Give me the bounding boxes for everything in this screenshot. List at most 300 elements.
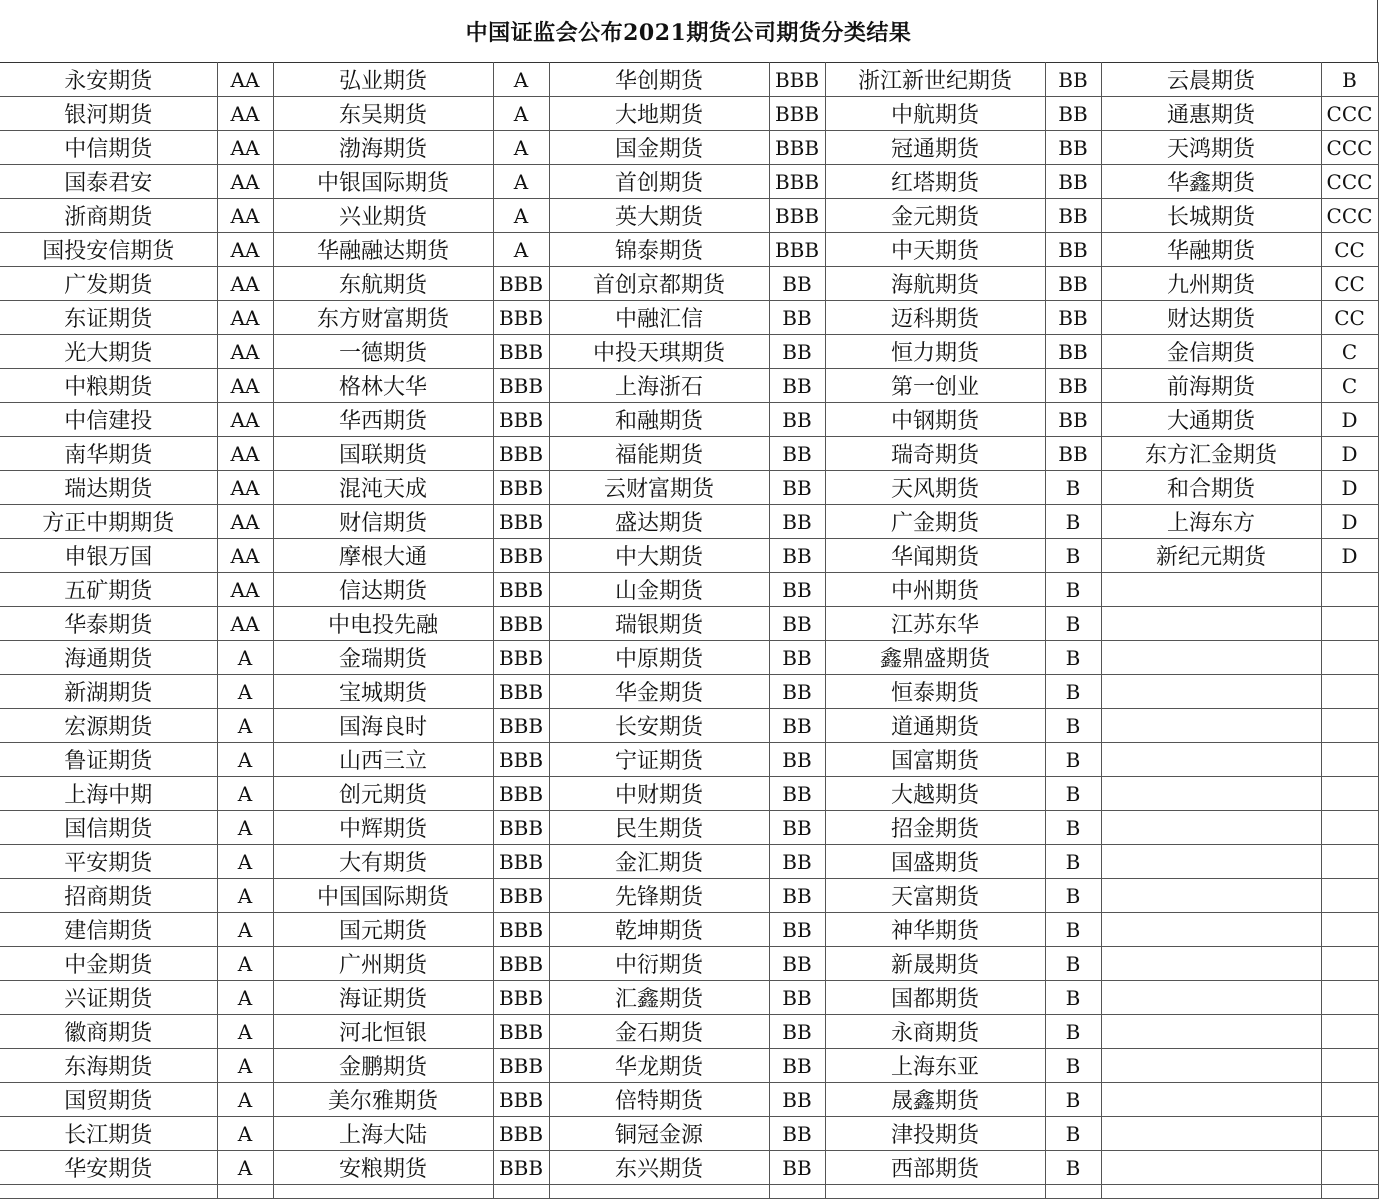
grade-cell[interactable]: BB bbox=[1045, 369, 1101, 403]
grade-cell[interactable]: BB bbox=[1045, 165, 1101, 199]
company-name-cell[interactable]: 先锋期货 bbox=[549, 879, 769, 913]
company-name-cell[interactable]: 海通期货 bbox=[0, 641, 217, 675]
grade-cell[interactable]: A bbox=[217, 777, 273, 811]
grade-cell[interactable] bbox=[1321, 1151, 1378, 1185]
grade-cell[interactable] bbox=[1321, 1083, 1378, 1117]
company-name-cell[interactable]: 华西期货 bbox=[273, 403, 493, 437]
company-name-cell[interactable]: 中财期货 bbox=[549, 777, 769, 811]
company-name-cell[interactable]: 盛达期货 bbox=[549, 505, 769, 539]
company-name-cell[interactable]: 鲁证期货 bbox=[0, 743, 217, 777]
company-name-cell[interactable] bbox=[1101, 675, 1321, 709]
company-name-cell[interactable]: 瑞银期货 bbox=[549, 607, 769, 641]
grade-cell[interactable]: A bbox=[493, 97, 549, 131]
company-name-cell[interactable]: 上海东方 bbox=[1101, 505, 1321, 539]
grade-cell[interactable]: B bbox=[1045, 505, 1101, 539]
company-name-cell[interactable]: 中粮期货 bbox=[0, 369, 217, 403]
company-name-cell[interactable] bbox=[1101, 607, 1321, 641]
company-name-cell[interactable]: 永安期货 bbox=[0, 63, 217, 97]
grade-cell[interactable]: BB bbox=[1045, 267, 1101, 301]
grade-cell[interactable]: BBB bbox=[769, 199, 825, 233]
grade-cell[interactable]: BBB bbox=[493, 437, 549, 471]
grade-cell[interactable] bbox=[1321, 1049, 1378, 1083]
company-name-cell[interactable] bbox=[1101, 641, 1321, 675]
grade-cell[interactable]: BBB bbox=[769, 97, 825, 131]
grade-cell[interactable]: A bbox=[217, 1117, 273, 1151]
company-name-cell[interactable]: 瑞奇期货 bbox=[825, 437, 1045, 471]
grade-cell[interactable]: AA bbox=[217, 301, 273, 335]
company-name-cell[interactable]: 国信期货 bbox=[0, 811, 217, 845]
grade-cell[interactable]: B bbox=[1045, 1083, 1101, 1117]
grade-cell[interactable]: BB bbox=[1045, 301, 1101, 335]
company-name-cell[interactable]: 中信期货 bbox=[0, 131, 217, 165]
company-name-cell[interactable]: 乾坤期货 bbox=[549, 913, 769, 947]
company-name-cell[interactable]: 中天期货 bbox=[825, 233, 1045, 267]
grade-cell[interactable] bbox=[1321, 709, 1378, 743]
company-name-cell[interactable]: 中原期货 bbox=[549, 641, 769, 675]
grade-cell[interactable]: BBB bbox=[493, 267, 549, 301]
grade-cell[interactable]: B bbox=[1045, 845, 1101, 879]
company-name-cell[interactable]: 广金期货 bbox=[825, 505, 1045, 539]
grade-cell[interactable]: BBB bbox=[493, 709, 549, 743]
grade-cell[interactable]: BBB bbox=[493, 335, 549, 369]
company-name-cell[interactable]: 大有期货 bbox=[273, 845, 493, 879]
company-name-cell[interactable]: 东海期货 bbox=[0, 1049, 217, 1083]
company-name-cell[interactable]: 和融期货 bbox=[549, 403, 769, 437]
company-name-cell[interactable]: 渤海期货 bbox=[273, 131, 493, 165]
company-name-cell[interactable]: 东证期货 bbox=[0, 301, 217, 335]
company-name-cell[interactable]: 倍特期货 bbox=[549, 1083, 769, 1117]
company-name-cell[interactable]: 河北恒银 bbox=[273, 1015, 493, 1049]
grade-cell[interactable]: BB bbox=[769, 641, 825, 675]
grade-cell[interactable] bbox=[1321, 845, 1378, 879]
company-name-cell[interactable]: 财信期货 bbox=[273, 505, 493, 539]
company-name-cell[interactable]: 一德期货 bbox=[273, 335, 493, 369]
grade-cell[interactable]: B bbox=[1045, 607, 1101, 641]
grade-cell[interactable]: BB bbox=[769, 539, 825, 573]
company-name-cell[interactable]: 华金期货 bbox=[549, 675, 769, 709]
grade-cell[interactable] bbox=[1321, 947, 1378, 981]
company-name-cell[interactable]: 方正中期期货 bbox=[0, 505, 217, 539]
company-name-cell[interactable]: 恒力期货 bbox=[825, 335, 1045, 369]
grade-cell[interactable]: B bbox=[1045, 675, 1101, 709]
company-name-cell[interactable]: 福能期货 bbox=[549, 437, 769, 471]
grade-cell[interactable]: AA bbox=[217, 335, 273, 369]
company-name-cell[interactable]: 首创期货 bbox=[549, 165, 769, 199]
company-name-cell[interactable]: 西部期货 bbox=[825, 1151, 1045, 1185]
company-name-cell[interactable]: 迈科期货 bbox=[825, 301, 1045, 335]
company-name-cell[interactable] bbox=[1101, 1151, 1321, 1185]
grade-cell[interactable]: BB bbox=[1045, 199, 1101, 233]
grade-cell[interactable]: B bbox=[1045, 1117, 1101, 1151]
company-name-cell[interactable]: 摩根大通 bbox=[273, 539, 493, 573]
grade-cell[interactable]: BB bbox=[769, 607, 825, 641]
company-name-cell[interactable]: 华闻期货 bbox=[825, 539, 1045, 573]
grade-cell[interactable]: AA bbox=[217, 539, 273, 573]
grade-cell[interactable]: CCC bbox=[1321, 199, 1378, 233]
grade-cell[interactable]: D bbox=[1321, 471, 1378, 505]
grade-cell[interactable]: AA bbox=[217, 131, 273, 165]
grade-cell[interactable]: A bbox=[217, 1151, 273, 1185]
grade-cell[interactable]: BBB bbox=[493, 811, 549, 845]
grade-cell[interactable]: BB bbox=[769, 267, 825, 301]
grade-cell[interactable]: BB bbox=[769, 1083, 825, 1117]
company-name-cell[interactable] bbox=[1101, 1083, 1321, 1117]
company-name-cell[interactable]: 中衍期货 bbox=[549, 947, 769, 981]
grade-cell[interactable]: B bbox=[1045, 539, 1101, 573]
grade-cell[interactable]: BB bbox=[1045, 233, 1101, 267]
company-name-cell[interactable]: 金瑞期货 bbox=[273, 641, 493, 675]
grade-cell[interactable]: BBB bbox=[493, 981, 549, 1015]
grade-cell[interactable] bbox=[1321, 675, 1378, 709]
company-name-cell[interactable]: 瑞达期货 bbox=[0, 471, 217, 505]
grade-cell[interactable]: D bbox=[1321, 403, 1378, 437]
grade-cell[interactable]: CCC bbox=[1321, 165, 1378, 199]
company-name-cell[interactable] bbox=[1101, 845, 1321, 879]
company-name-cell[interactable]: 中电投先融 bbox=[273, 607, 493, 641]
grade-cell[interactable]: B bbox=[1045, 709, 1101, 743]
grade-cell[interactable]: A bbox=[493, 165, 549, 199]
grade-cell[interactable]: BBB bbox=[769, 63, 825, 97]
grade-cell[interactable]: A bbox=[217, 675, 273, 709]
grade-cell[interactable]: BBB bbox=[493, 913, 549, 947]
company-name-cell[interactable]: 海证期货 bbox=[273, 981, 493, 1015]
company-name-cell[interactable]: 中辉期货 bbox=[273, 811, 493, 845]
company-name-cell[interactable]: 中航期货 bbox=[825, 97, 1045, 131]
company-name-cell[interactable] bbox=[1101, 811, 1321, 845]
company-name-cell[interactable] bbox=[1101, 777, 1321, 811]
company-name-cell[interactable]: 红塔期货 bbox=[825, 165, 1045, 199]
grade-cell[interactable]: BBB bbox=[769, 165, 825, 199]
company-name-cell[interactable]: 美尔雅期货 bbox=[273, 1083, 493, 1117]
grade-cell[interactable]: B bbox=[1045, 1049, 1101, 1083]
grade-cell[interactable]: A bbox=[217, 1015, 273, 1049]
grade-cell[interactable]: B bbox=[1045, 1151, 1101, 1185]
company-name-cell[interactable]: 华鑫期货 bbox=[1101, 165, 1321, 199]
grade-cell[interactable]: AA bbox=[217, 233, 273, 267]
company-name-cell[interactable]: 山西三立 bbox=[273, 743, 493, 777]
grade-cell[interactable]: BBB bbox=[493, 607, 549, 641]
grade-cell[interactable]: BBB bbox=[493, 471, 549, 505]
company-name-cell[interactable]: 新纪元期货 bbox=[1101, 539, 1321, 573]
company-name-cell[interactable]: 混沌天成 bbox=[273, 471, 493, 505]
company-name-cell[interactable]: 宝城期货 bbox=[273, 675, 493, 709]
company-name-cell[interactable]: 恒泰期货 bbox=[825, 675, 1045, 709]
company-name-cell[interactable]: 长江期货 bbox=[0, 1117, 217, 1151]
grade-cell[interactable]: BBB bbox=[493, 947, 549, 981]
grade-cell[interactable]: BB bbox=[769, 709, 825, 743]
company-name-cell[interactable]: 江苏东华 bbox=[825, 607, 1045, 641]
company-name-cell[interactable]: 金汇期货 bbox=[549, 845, 769, 879]
grade-cell[interactable]: A bbox=[493, 233, 549, 267]
grade-cell[interactable]: D bbox=[1321, 539, 1378, 573]
company-name-cell[interactable]: 中州期货 bbox=[825, 573, 1045, 607]
grade-cell[interactable]: AA bbox=[217, 573, 273, 607]
company-name-cell[interactable] bbox=[1101, 1015, 1321, 1049]
company-name-cell[interactable]: 财达期货 bbox=[1101, 301, 1321, 335]
company-name-cell[interactable]: 国盛期货 bbox=[825, 845, 1045, 879]
grade-cell[interactable]: AA bbox=[217, 199, 273, 233]
company-name-cell[interactable]: 中大期货 bbox=[549, 539, 769, 573]
grade-cell[interactable]: C bbox=[1321, 369, 1378, 403]
company-name-cell[interactable]: 浙江新世纪期货 bbox=[825, 63, 1045, 97]
grade-cell[interactable]: D bbox=[1321, 505, 1378, 539]
grade-cell[interactable]: BBB bbox=[493, 1117, 549, 1151]
grade-cell[interactable]: A bbox=[217, 879, 273, 913]
company-name-cell[interactable]: 九州期货 bbox=[1101, 267, 1321, 301]
company-name-cell[interactable] bbox=[1101, 1117, 1321, 1151]
grade-cell[interactable]: B bbox=[1045, 777, 1101, 811]
company-name-cell[interactable]: 鑫鼎盛期货 bbox=[825, 641, 1045, 675]
grade-cell[interactable]: BB bbox=[769, 675, 825, 709]
grade-cell[interactable]: D bbox=[1321, 437, 1378, 471]
grade-cell[interactable]: BB bbox=[769, 947, 825, 981]
company-name-cell[interactable] bbox=[1101, 947, 1321, 981]
grade-cell[interactable]: BBB bbox=[493, 675, 549, 709]
company-name-cell[interactable]: 天富期货 bbox=[825, 879, 1045, 913]
company-name-cell[interactable]: 国投安信期货 bbox=[0, 233, 217, 267]
grade-cell[interactable]: BB bbox=[1045, 437, 1101, 471]
company-name-cell[interactable]: 中投天琪期货 bbox=[549, 335, 769, 369]
grade-cell[interactable]: BB bbox=[769, 913, 825, 947]
company-name-cell[interactable]: 第一创业 bbox=[825, 369, 1045, 403]
company-name-cell[interactable]: 天鸿期货 bbox=[1101, 131, 1321, 165]
grade-cell[interactable]: BB bbox=[769, 573, 825, 607]
grade-cell[interactable]: B bbox=[1045, 811, 1101, 845]
company-name-cell[interactable]: 大越期货 bbox=[825, 777, 1045, 811]
company-name-cell[interactable]: 中融汇信 bbox=[549, 301, 769, 335]
company-name-cell[interactable]: 华泰期货 bbox=[0, 607, 217, 641]
company-name-cell[interactable]: 银河期货 bbox=[0, 97, 217, 131]
grade-cell[interactable]: A bbox=[217, 1083, 273, 1117]
company-name-cell[interactable]: 新晟期货 bbox=[825, 947, 1045, 981]
grade-cell[interactable]: A bbox=[217, 845, 273, 879]
grade-cell[interactable]: B bbox=[1045, 879, 1101, 913]
company-name-cell[interactable]: 东兴期货 bbox=[549, 1151, 769, 1185]
grade-cell[interactable]: BB bbox=[1045, 403, 1101, 437]
grade-cell[interactable]: BBB bbox=[493, 845, 549, 879]
company-name-cell[interactable] bbox=[1101, 1049, 1321, 1083]
grade-cell[interactable]: BB bbox=[769, 1151, 825, 1185]
company-name-cell[interactable]: 金鹏期货 bbox=[273, 1049, 493, 1083]
grade-cell[interactable]: B bbox=[1045, 573, 1101, 607]
grade-cell[interactable]: AA bbox=[217, 267, 273, 301]
company-name-cell[interactable]: 东吴期货 bbox=[273, 97, 493, 131]
grade-cell[interactable] bbox=[1321, 879, 1378, 913]
company-name-cell[interactable]: 山金期货 bbox=[549, 573, 769, 607]
grade-cell[interactable]: B bbox=[1045, 743, 1101, 777]
company-name-cell[interactable]: 云晨期货 bbox=[1101, 63, 1321, 97]
grade-cell[interactable]: BB bbox=[769, 777, 825, 811]
company-name-cell[interactable]: 和合期货 bbox=[1101, 471, 1321, 505]
company-name-cell[interactable]: 道通期货 bbox=[825, 709, 1045, 743]
company-name-cell[interactable]: 金元期货 bbox=[825, 199, 1045, 233]
company-name-cell[interactable]: 通惠期货 bbox=[1101, 97, 1321, 131]
grade-cell[interactable] bbox=[1321, 811, 1378, 845]
grade-cell[interactable]: BBB bbox=[493, 505, 549, 539]
company-name-cell[interactable]: 申银万国 bbox=[0, 539, 217, 573]
company-name-cell[interactable]: 长城期货 bbox=[1101, 199, 1321, 233]
grade-cell[interactable]: A bbox=[217, 947, 273, 981]
company-name-cell[interactable] bbox=[1101, 573, 1321, 607]
grade-cell[interactable]: BB bbox=[1045, 335, 1101, 369]
grade-cell[interactable]: BB bbox=[769, 437, 825, 471]
grade-cell[interactable]: BBB bbox=[493, 403, 549, 437]
company-name-cell[interactable]: 国元期货 bbox=[273, 913, 493, 947]
grade-cell[interactable]: AA bbox=[217, 403, 273, 437]
company-name-cell[interactable]: 永商期货 bbox=[825, 1015, 1045, 1049]
grade-cell[interactable]: C bbox=[1321, 335, 1378, 369]
company-name-cell[interactable]: 徽商期货 bbox=[0, 1015, 217, 1049]
company-name-cell[interactable]: 华龙期货 bbox=[549, 1049, 769, 1083]
grade-cell[interactable]: AA bbox=[217, 97, 273, 131]
grade-cell[interactable] bbox=[1321, 777, 1378, 811]
grade-cell[interactable]: BBB bbox=[493, 1083, 549, 1117]
grade-cell[interactable]: CCC bbox=[1321, 97, 1378, 131]
grade-cell[interactable]: B bbox=[1045, 913, 1101, 947]
company-name-cell[interactable]: 金石期货 bbox=[549, 1015, 769, 1049]
company-name-cell[interactable]: 新湖期货 bbox=[0, 675, 217, 709]
grade-cell[interactable]: BB bbox=[769, 301, 825, 335]
grade-cell[interactable]: BBB bbox=[493, 1049, 549, 1083]
grade-cell[interactable]: A bbox=[217, 641, 273, 675]
company-name-cell[interactable]: 国联期货 bbox=[273, 437, 493, 471]
grade-cell[interactable]: BB bbox=[769, 403, 825, 437]
company-name-cell[interactable]: 晟鑫期货 bbox=[825, 1083, 1045, 1117]
grade-cell[interactable]: BB bbox=[769, 471, 825, 505]
grade-cell[interactable]: BBB bbox=[493, 369, 549, 403]
company-name-cell[interactable]: 上海大陆 bbox=[273, 1117, 493, 1151]
company-name-cell[interactable]: 上海中期 bbox=[0, 777, 217, 811]
company-name-cell[interactable]: 信达期货 bbox=[273, 573, 493, 607]
company-name-cell[interactable]: 英大期货 bbox=[549, 199, 769, 233]
company-name-cell[interactable]: 民生期货 bbox=[549, 811, 769, 845]
grade-cell[interactable]: AA bbox=[217, 165, 273, 199]
company-name-cell[interactable]: 首创京都期货 bbox=[549, 267, 769, 301]
company-name-cell[interactable]: 光大期货 bbox=[0, 335, 217, 369]
company-name-cell[interactable]: 神华期货 bbox=[825, 913, 1045, 947]
company-name-cell[interactable]: 国富期货 bbox=[825, 743, 1045, 777]
grade-cell[interactable]: CCC bbox=[1321, 131, 1378, 165]
grade-cell[interactable]: AA bbox=[217, 437, 273, 471]
company-name-cell[interactable]: 弘业期货 bbox=[273, 63, 493, 97]
grade-cell[interactable]: BB bbox=[769, 879, 825, 913]
sheet-title-cell[interactable] bbox=[0, 0, 1378, 62]
grade-cell[interactable] bbox=[1321, 1117, 1378, 1151]
grade-cell[interactable]: A bbox=[217, 1049, 273, 1083]
company-name-cell[interactable]: 平安期货 bbox=[0, 845, 217, 879]
company-name-cell[interactable]: 中金期货 bbox=[0, 947, 217, 981]
grade-cell[interactable]: B bbox=[1045, 981, 1101, 1015]
company-name-cell[interactable]: 兴业期货 bbox=[273, 199, 493, 233]
grade-cell[interactable]: BB bbox=[769, 1015, 825, 1049]
company-name-cell[interactable]: 国贸期货 bbox=[0, 1083, 217, 1117]
company-name-cell[interactable]: 五矿期货 bbox=[0, 573, 217, 607]
grade-cell[interactable]: B bbox=[1321, 63, 1378, 97]
grade-cell[interactable]: A bbox=[217, 981, 273, 1015]
company-name-cell[interactable]: 津投期货 bbox=[825, 1117, 1045, 1151]
company-name-cell[interactable] bbox=[1101, 709, 1321, 743]
company-name-cell[interactable]: 创元期货 bbox=[273, 777, 493, 811]
grade-cell[interactable]: BB bbox=[1045, 97, 1101, 131]
company-name-cell[interactable]: 上海浙石 bbox=[549, 369, 769, 403]
company-name-cell[interactable]: 国海良时 bbox=[273, 709, 493, 743]
grade-cell[interactable]: AA bbox=[217, 607, 273, 641]
grade-cell[interactable]: BB bbox=[1045, 131, 1101, 165]
grade-cell[interactable]: BB bbox=[769, 981, 825, 1015]
grade-cell[interactable]: BB bbox=[1045, 63, 1101, 97]
grade-cell[interactable]: CC bbox=[1321, 267, 1378, 301]
grade-cell[interactable] bbox=[1321, 913, 1378, 947]
grade-cell[interactable]: BB bbox=[769, 743, 825, 777]
company-name-cell[interactable]: 金信期货 bbox=[1101, 335, 1321, 369]
company-name-cell[interactable] bbox=[1101, 879, 1321, 913]
grade-cell[interactable]: BBB bbox=[493, 573, 549, 607]
company-name-cell[interactable]: 华创期货 bbox=[549, 63, 769, 97]
grade-cell[interactable]: B bbox=[1045, 471, 1101, 505]
grade-cell[interactable]: BBB bbox=[493, 1151, 549, 1185]
grade-cell[interactable] bbox=[1321, 743, 1378, 777]
grade-cell[interactable]: CC bbox=[1321, 301, 1378, 335]
company-name-cell[interactable]: 广州期货 bbox=[273, 947, 493, 981]
grade-cell[interactable]: BBB bbox=[493, 301, 549, 335]
grade-cell[interactable]: BBB bbox=[493, 539, 549, 573]
company-name-cell[interactable]: 华融融达期货 bbox=[273, 233, 493, 267]
company-name-cell[interactable]: 招金期货 bbox=[825, 811, 1045, 845]
grade-cell[interactable]: AA bbox=[217, 63, 273, 97]
grade-cell[interactable]: A bbox=[217, 709, 273, 743]
grade-cell[interactable]: BB bbox=[769, 845, 825, 879]
grade-cell[interactable]: AA bbox=[217, 369, 273, 403]
company-name-cell[interactable] bbox=[1101, 981, 1321, 1015]
grade-cell[interactable] bbox=[1321, 641, 1378, 675]
grade-cell[interactable]: B bbox=[1045, 1015, 1101, 1049]
grade-cell[interactable]: CC bbox=[1321, 233, 1378, 267]
company-name-cell[interactable]: 天风期货 bbox=[825, 471, 1045, 505]
company-name-cell[interactable]: 铜冠金源 bbox=[549, 1117, 769, 1151]
company-name-cell[interactable]: 华融期货 bbox=[1101, 233, 1321, 267]
grade-cell[interactable]: A bbox=[493, 199, 549, 233]
company-name-cell[interactable]: 锦泰期货 bbox=[549, 233, 769, 267]
company-name-cell[interactable]: 浙商期货 bbox=[0, 199, 217, 233]
grade-cell[interactable] bbox=[1321, 573, 1378, 607]
company-name-cell[interactable]: 东方财富期货 bbox=[273, 301, 493, 335]
company-name-cell[interactable] bbox=[1101, 913, 1321, 947]
company-name-cell[interactable]: 汇鑫期货 bbox=[549, 981, 769, 1015]
grade-cell[interactable] bbox=[1321, 607, 1378, 641]
company-name-cell[interactable]: 中信建投 bbox=[0, 403, 217, 437]
company-name-cell[interactable]: 国金期货 bbox=[549, 131, 769, 165]
grade-cell[interactable]: BB bbox=[769, 505, 825, 539]
grade-cell[interactable]: BBB bbox=[493, 1015, 549, 1049]
grade-cell[interactable] bbox=[1321, 1015, 1378, 1049]
grade-cell[interactable]: A bbox=[217, 913, 273, 947]
company-name-cell[interactable]: 兴证期货 bbox=[0, 981, 217, 1015]
company-name-cell[interactable]: 东航期货 bbox=[273, 267, 493, 301]
company-name-cell[interactable]: 上海东亚 bbox=[825, 1049, 1045, 1083]
grade-cell[interactable]: BBB bbox=[493, 777, 549, 811]
grade-cell[interactable]: B bbox=[1045, 947, 1101, 981]
company-name-cell[interactable]: 大通期货 bbox=[1101, 403, 1321, 437]
company-name-cell[interactable]: 冠通期货 bbox=[825, 131, 1045, 165]
grade-cell[interactable]: BBB bbox=[493, 879, 549, 913]
grade-cell[interactable]: AA bbox=[217, 505, 273, 539]
company-name-cell[interactable]: 宁证期货 bbox=[549, 743, 769, 777]
company-name-cell[interactable]: 安粮期货 bbox=[273, 1151, 493, 1185]
company-name-cell[interactable]: 云财富期货 bbox=[549, 471, 769, 505]
company-name-cell[interactable]: 华安期货 bbox=[0, 1151, 217, 1185]
grade-cell[interactable]: A bbox=[493, 63, 549, 97]
company-name-cell[interactable]: 南华期货 bbox=[0, 437, 217, 471]
